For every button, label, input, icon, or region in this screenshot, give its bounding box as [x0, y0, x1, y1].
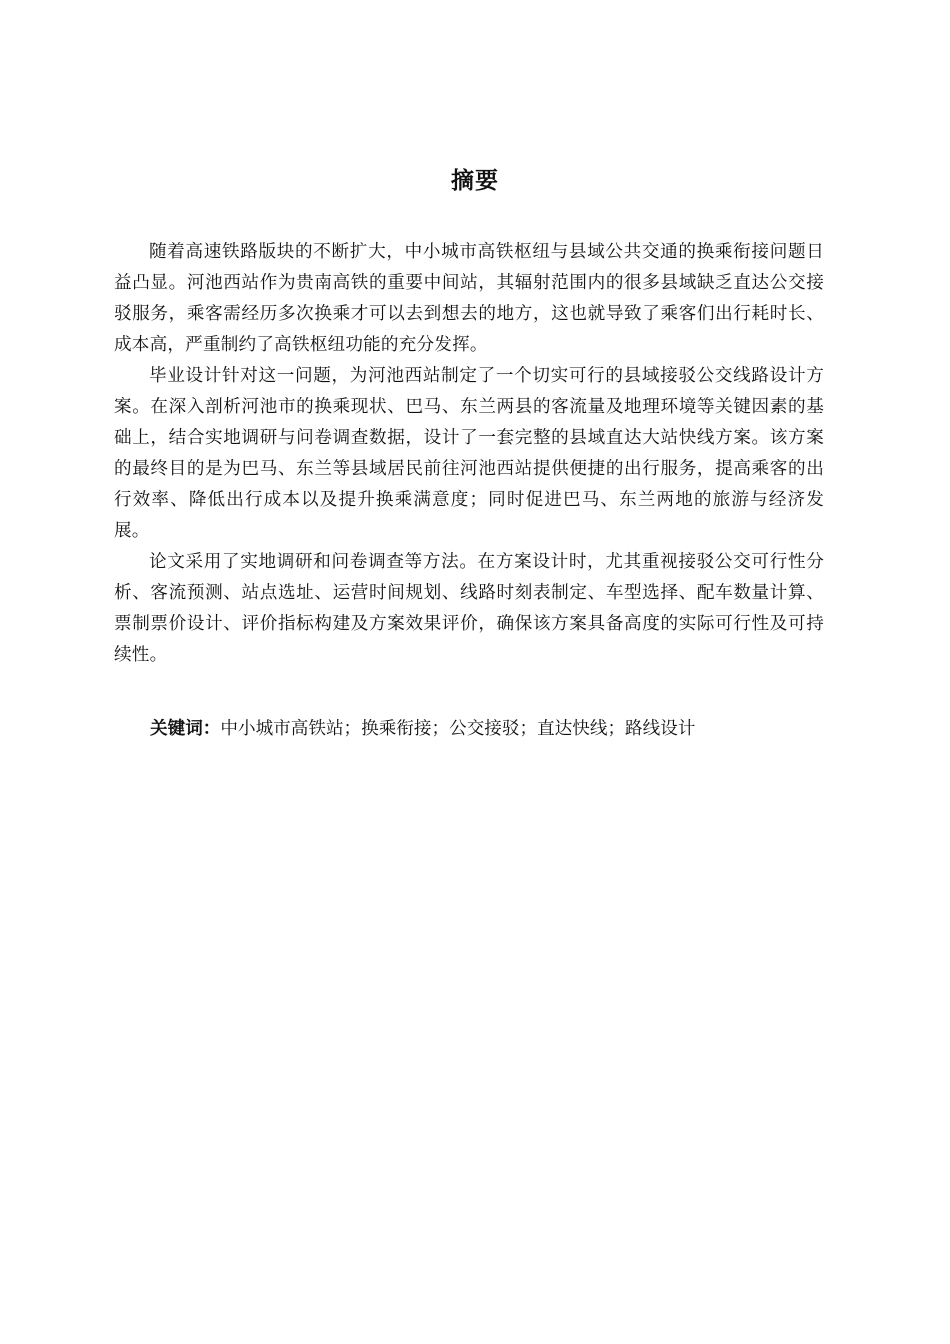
abstract-body	[114, 237, 824, 671]
abstract-paragraph-3: 论文采用了实地调研和问卷调查等方法。在方案设计时，尤其重视接驳公交可行性分析、客流预测、站点选址、运营时间规划、线路时刻表制定、车型选择、配车数量计算、票制票价设计、评价指标构建及方案效果评价，确保该方案具备高度的实际可行性及可持续性。	[114, 552, 824, 665]
abstract-paragraph-2: 毕业设计针对这一问题，为河池西站制定了一个切实可行的县域接驳公交线路设计方案。在深入剖析河池市的换乘现状、巴马、东兰两县的客流量及地理环境等关键因素的基础上，结合实地调研与问卷调查数据，设计了一套完整的县域直达大站快线方案。该方案的最终目的是为巴马、东兰等县域居民前往河池西站提供便捷的出行服务，提高乘客的出行效率、降低出行成本以及提升换乘满意度；同时促进巴马、东兰两地的旅游与经济发展。	[114, 366, 824, 541]
abstract-title: 摘要	[451, 168, 499, 194]
abstract-paragraph-1: 随着高速铁路版块的不断扩大，中小城市高铁枢纽与县域公共交通的换乘衔接问题日益凸显。河池西站作为贵南高铁的重要中间站，其辐射范围内的很多县域缺乏直达公交接驳服务，乘客需经历多次换乘才可以去到想去的地方，这也就导致了乘客们出行耗时长、成本高，严重制约了高铁枢纽功能的充分发挥。	[114, 242, 824, 355]
keywords-text: 中小城市高铁站；换乘衔接；公交接驳；直达快线；路线设计	[220, 719, 696, 739]
keywords-label: 关键词：	[150, 719, 221, 739]
keywords-line	[150, 714, 830, 745]
